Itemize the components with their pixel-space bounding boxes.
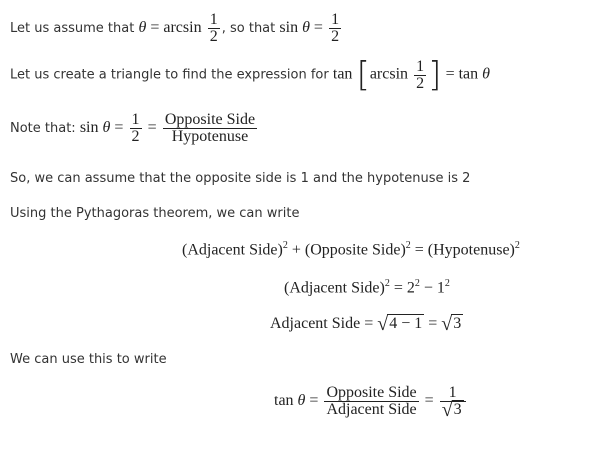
pythagoras-intro-line: Using the Pythagoras theorem, we can write [10,206,300,221]
adjacent-squared-equation: (Adjacent Side)$^2$ = $2^2 - 1^2$ [284,278,450,297]
theta-symbol: θ = arcsin [138,19,202,36]
sin-theta-2: sin θ = [79,119,124,136]
adjacent-side-equation: Adjacent Side = √4 − 1 = √3 [270,313,462,335]
sin-theta: sin θ = [279,19,323,36]
assume-sides-line: So, we can assume that the opposite side is 1 and the hypotenuse is 2 [10,171,471,186]
right-bracket: ] [428,55,442,95]
assumption-text: Let us assume that [10,21,135,36]
one-over-root-three: $\frac{1}{√3}$ [440,385,466,418]
sqrt-four-minus-one: √4 − 1 [377,313,423,335]
use-this-line: We can use this to write [10,352,167,367]
ratio-opposite-adjacent: $\frac{\text{Opposite Side}}{\text{Adjacent Side}}$ [326,384,417,418]
ratio-opposite-hypotenuse: $\frac{\text{Opposite Side}}{\text{Hypotenuse}}$ [164,111,256,145]
sqrt-three: √3 [441,313,462,335]
tan-theta-result: tan θ = $\frac{\text{Opposite Side}}{\text{Adjacent Side}}$ = $\frac{1}{√3}$ [274,385,468,418]
fraction-one-half-4: $\frac{1}{2}$ [131,111,140,145]
triangle-line [10,55,491,95]
note-line: Note that: sin θ = $\frac{1}{2}$ = $\frac{\text{Opposite Side}}{\text{Hypotenuse}}$ [10,111,256,145]
triangle-text: Let us create a triangle to find the expression for [10,67,329,83]
so-that-text: , so that [221,21,276,36]
fraction-one-half-3: $\frac{1}{2}$ [416,57,425,92]
tan-label: tan [332,65,353,83]
note-text: Note that: [10,121,76,136]
tan-theta: = tan θ [445,65,491,83]
left-bracket: [ [356,55,370,95]
fraction-one-half-2: $\frac{1}{2}$ [331,11,340,45]
pythagoras-equation: (Adjacent Side)$^2$ + (Opposite Side)$^2$ = (Hypotenuse)$^2$ [182,240,520,259]
assumption-line [10,12,343,45]
arcsin-label: arcsin [369,65,409,83]
fraction-one-half: $\frac{1}{2}$ [209,11,218,45]
